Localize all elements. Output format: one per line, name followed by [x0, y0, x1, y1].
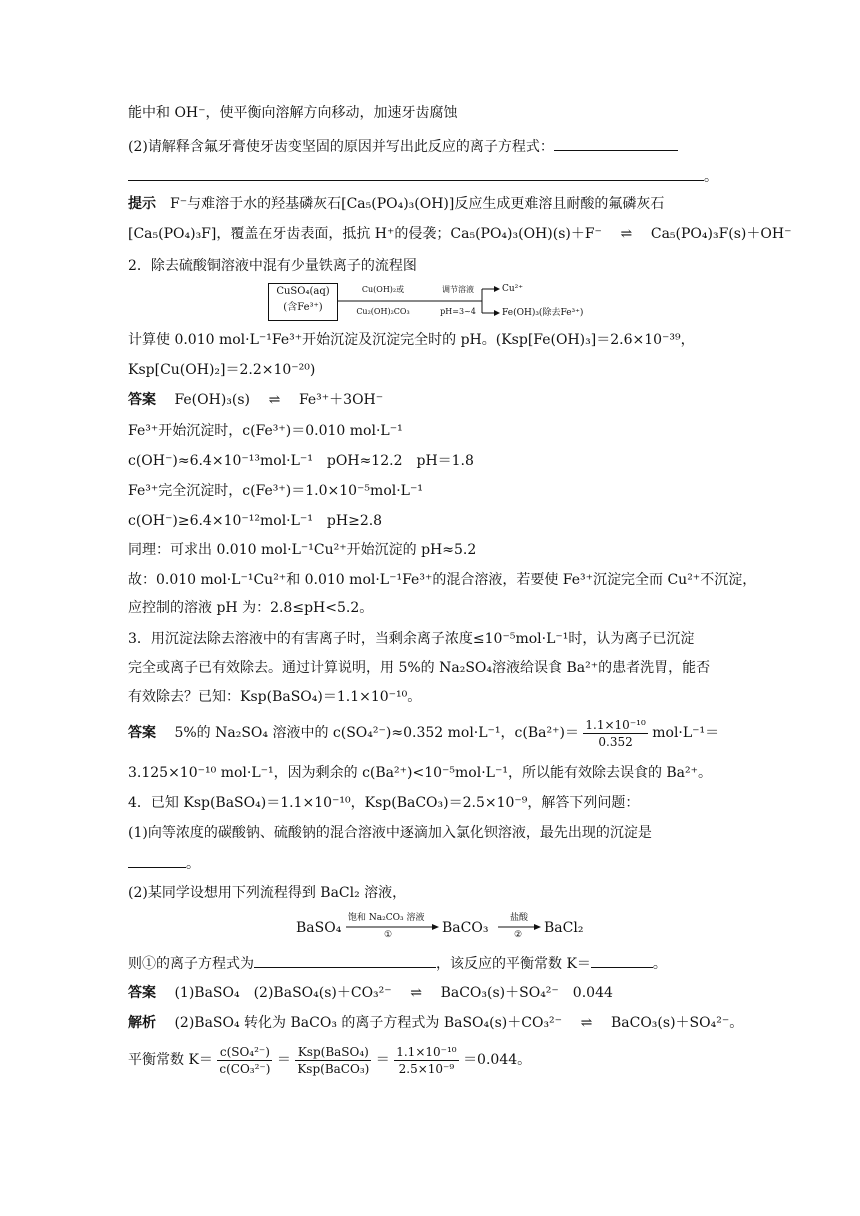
answer-blank[interactable]	[554, 136, 678, 151]
answer-label: 答案	[128, 392, 156, 408]
answer-line	[128, 983, 613, 1003]
flow-species: BaSO₄	[296, 920, 342, 936]
answer-text: 5%的 Na₂SO₄ 溶液中的 c(SO₄²⁻)≈0.352 mol·L⁻¹，c(Ba²⁺)＝	[174, 725, 579, 741]
flow-arrow-icon	[498, 920, 542, 932]
fraction	[217, 1044, 272, 1077]
answer-text: c(OH⁻)≥6.4×10⁻¹²mol·L⁻¹ pH≥2.8	[128, 513, 383, 529]
answer-text: BaCO₃(s)＋SO₄²⁻ 0.044	[440, 985, 613, 1001]
answer-text: c(OH⁻)≈6.4×10⁻¹³mol·L⁻¹ pOH≈12.2 pH＝1.8	[128, 453, 474, 469]
equals-sign: ＝	[375, 1052, 390, 1068]
answer-text: mol·L⁻¹＝	[652, 725, 720, 741]
analysis-text: BaCO₃(s)＋SO₄²⁻。	[610, 1015, 744, 1031]
answer-label: 答案	[128, 985, 156, 1001]
fraction	[583, 717, 647, 750]
tip-label: 提示	[128, 196, 156, 212]
fraction-numerator: Ksp(BaSO₄)	[295, 1044, 371, 1061]
question-line	[128, 953, 667, 974]
tip-text: [Ca₅(PO₄)₃F]，覆盖在牙齿表面，抵抗 H⁺的侵袭；Ca₅(PO₄)₃(OH)(s)＋F⁻	[128, 226, 602, 242]
fraction	[295, 1044, 371, 1077]
text-line: 能中和 OH⁻，使平衡向溶解方向移动，加速牙齿腐蚀	[128, 105, 458, 121]
question-text: 计算使 0.010 mol·L⁻¹Fe³⁺开始沉淀及沉淀完全时的 pH。(Ksp[Fe(OH)₃]＝2.6×10⁻³⁹，	[128, 332, 695, 348]
period: 。	[652, 956, 667, 972]
question-line	[128, 136, 678, 157]
analysis-label: 解析	[128, 1015, 156, 1031]
answer-text: 故：0.010 mol·L⁻¹Cu²⁺和 0.010 mol·L⁻¹Fe³⁺的混合溶液，若要使 Fe³⁺沉淀完全而 Cu²⁺不沉淀，	[128, 572, 757, 588]
analysis-text: (2)BaSO₄ 转化为 BaCO₃ 的离子方程式为 BaSO₄(s)＋CO₃²⁻	[174, 1015, 563, 1031]
question-text: (2)某同学设想用下列流程得到 BaCl₂ 溶液，	[128, 885, 407, 901]
answer-blank-line	[128, 166, 718, 187]
fraction-numerator: 1.1×10⁻¹⁰	[396, 1044, 457, 1059]
analysis-line	[128, 1013, 743, 1033]
equilibrium-arrow-icon: ⇌	[620, 226, 633, 242]
equilibrium-arrow-icon: ⇌	[268, 392, 281, 408]
tip-line	[128, 224, 791, 244]
fraction-numerator: 1.1×10⁻¹⁰	[585, 717, 646, 732]
fraction	[394, 1044, 458, 1077]
fraction-denominator: 0.352	[598, 734, 633, 749]
answer-blank[interactable]	[128, 166, 704, 181]
flow-output: Cu²⁺	[502, 284, 524, 294]
analysis-text: ＝0.044。	[463, 1052, 532, 1068]
answer-label: 答案	[128, 725, 156, 741]
flow-step-label: 调节溶液	[442, 285, 474, 294]
answer-text: Fe³⁺开始沉淀时，c(Fe³⁺)＝0.010 mol·L⁻¹	[128, 423, 403, 439]
flow-step-label: ①	[384, 930, 393, 940]
equilibrium-arrow-icon: ⇌	[410, 985, 422, 1001]
question-title: 2．除去硫酸铜溶液中混有少量铁离子的流程图	[128, 258, 417, 274]
answer-line	[128, 390, 383, 410]
period: 。	[186, 856, 200, 872]
question-text: 4．已知 Ksp(BaSO₄)＝1.1×10⁻¹⁰，Ksp(BaCO₃)＝2.5×10⁻⁹，解答下列问题：	[128, 795, 640, 811]
answer-blank[interactable]	[591, 953, 653, 968]
question-text: ，该反应的平衡常数 K＝	[436, 956, 591, 972]
flow-step-label: 盐酸	[510, 913, 529, 923]
equilibrium-constant-line	[128, 1040, 531, 1080]
fraction-denominator: Ksp(BaCO₃)	[297, 1061, 370, 1076]
flow-box-line: (含Fe³⁺)	[283, 302, 323, 313]
analysis-text: 平衡常数 K＝	[128, 1052, 213, 1068]
answer-text: 应控制的溶液 pH 为：2.8≤pH<5.2。	[128, 600, 374, 616]
answer-text: (1)BaSO₄ (2)BaSO₄(s)＋CO₃²⁻	[174, 985, 392, 1001]
answer-text: Fe³⁺完全沉淀时，c(Fe³⁺)＝1.0×10⁻⁵mol·L⁻¹	[128, 483, 423, 499]
flow-species: BaCO₃	[442, 920, 489, 936]
flow-species: BaCl₂	[544, 920, 584, 936]
question-text: (2)请解释含氟牙膏使牙齿变坚固的原因并写出此反应的离子方程式：	[128, 139, 554, 155]
answer-text: 3.125×10⁻¹⁰ mol·L⁻¹，因为剩余的 c(Ba²⁺)<10⁻⁵mol·L⁻¹，所以能有效除去误食的 Ba²⁺。	[128, 765, 713, 781]
answer-blank[interactable]	[128, 853, 186, 868]
equilibrium-arrow-icon: ⇌	[580, 1015, 593, 1031]
flow-step-label: ②	[514, 930, 523, 940]
answer-blank[interactable]	[254, 953, 436, 968]
answer-text: Fe³⁺＋3OH⁻	[298, 392, 384, 408]
flow-box-line: CuSO₄(aq)	[276, 286, 330, 297]
question-text: (1)向等浓度的碳酸钠、硫酸钠的混合溶液中逐滴加入氯化钡溶液，最先出现的沉淀是	[128, 825, 652, 841]
flow-arrow-icon	[346, 920, 440, 932]
tip-text: F⁻与难溶于水的羟基磷灰石[Ca₅(PO₄)₃(OH)]反应生成更难溶且耐酸的氟磷灰石	[170, 196, 665, 212]
answer-text: Fe(OH)₃(s)	[174, 392, 251, 408]
fraction-numerator: c(SO₄²⁻)	[217, 1044, 272, 1061]
equals-sign: ＝	[276, 1052, 291, 1068]
question-text: 则①的离子方程式为	[128, 956, 254, 972]
question-text: Ksp[Cu(OH)₂]＝2.2×10⁻²⁰)	[128, 362, 316, 378]
answer-blank-line	[128, 853, 200, 874]
flow-step-label: 饱和 Na₂CO₃ 溶液	[348, 913, 425, 923]
tip-line	[128, 194, 664, 214]
question-text: 有效除去？已知：Ksp(BaSO₄)＝1.1×10⁻¹⁰。	[128, 689, 422, 705]
flow-step-label: Cu(OH)₂或	[361, 285, 405, 294]
flow-step-label: Cu₂(OH)₂CO₃	[356, 307, 410, 316]
flow-output: Fe(OH)₃(除去Fe³⁺)	[502, 308, 584, 318]
question-text: 3．用沉淀法除去溶液中的有害离子时，当剩余离子浓度≤10⁻⁵mol·L⁻¹时，认为离子已沉淀	[128, 631, 695, 647]
flow-chart-copper	[268, 283, 598, 323]
answer-text: 同理：可求出 0.010 mol·L⁻¹Cu²⁺开始沉淀的 pH≈5.2	[128, 542, 477, 558]
fraction-denominator: 2.5×10⁻⁹	[398, 1061, 455, 1076]
fraction-denominator: c(CO₃²⁻)	[219, 1061, 271, 1076]
tip-text: Ca₅(PO₄)₃F(s)＋OH⁻	[650, 226, 792, 242]
flow-step-label: pH=3~4	[440, 307, 476, 316]
period: 。	[704, 169, 718, 185]
question-text: 完全或离子已有效除去。通过计算说明，用 5%的 Na₂SO₄溶液给误食 Ba²⁺的患者洗胃，能否	[128, 660, 711, 676]
answer-line	[128, 716, 719, 750]
flow-chart-barium	[296, 912, 616, 942]
